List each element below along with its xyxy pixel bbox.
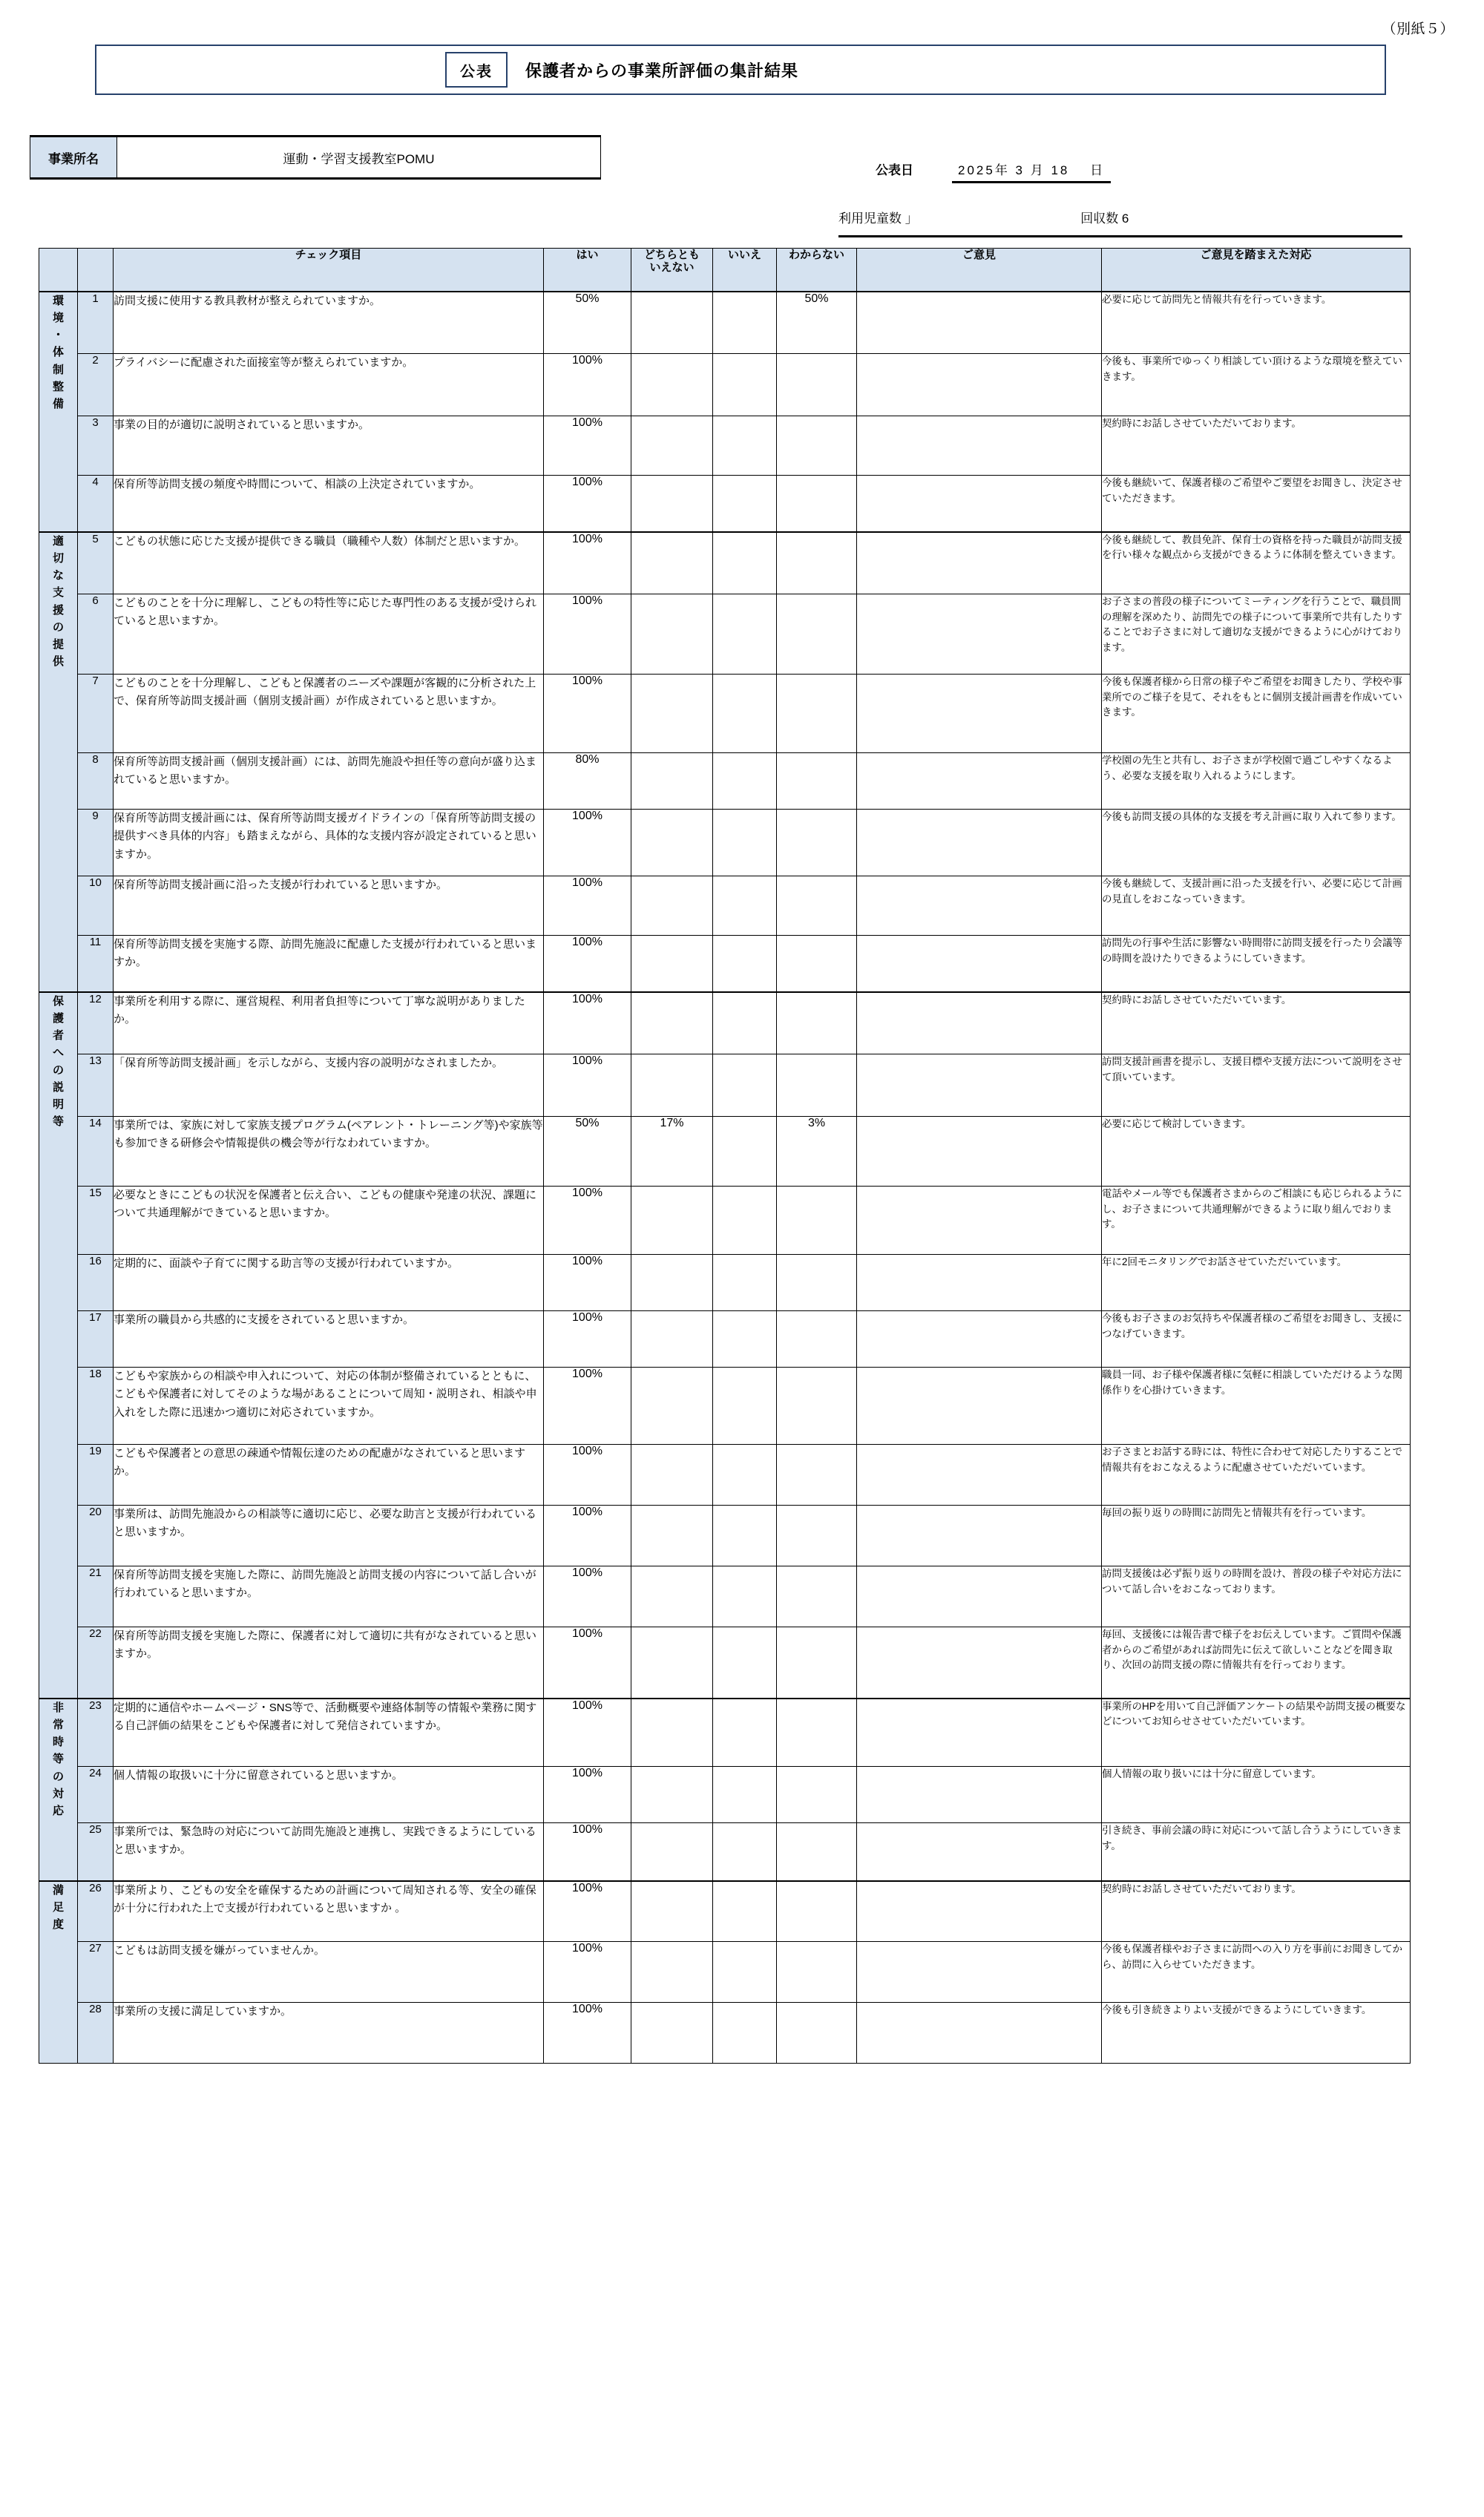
cell-opinion bbox=[857, 1566, 1102, 1627]
cell-no bbox=[713, 876, 777, 936]
table-row bbox=[39, 1117, 1411, 1187]
cell-neither bbox=[631, 936, 713, 992]
cell-unknown bbox=[777, 753, 857, 810]
cell-no bbox=[713, 810, 777, 876]
cell-response: 契約時にお話しさせていただいています。 bbox=[1102, 992, 1411, 1054]
cell-opinion bbox=[857, 416, 1102, 476]
table-row bbox=[39, 1881, 1411, 1942]
cell-neither bbox=[631, 876, 713, 936]
cell-unknown bbox=[777, 992, 857, 1054]
cell-yes: 80% bbox=[544, 753, 631, 810]
check-item-text: 事業所は、訪問先施設からの相談等に適切に応じ、必要な助言と支援が行われていると思いますか。 bbox=[114, 1506, 544, 1566]
cell-unknown bbox=[777, 476, 857, 532]
cell-yes: 100% bbox=[544, 1255, 631, 1311]
check-item-text: こどもは訪問支援を嫌がっていませんか。 bbox=[114, 1942, 544, 2003]
cell-neither bbox=[631, 416, 713, 476]
check-item-text: 事業所では、緊急時の対応について訪問先施設と連携し、実践できるようにしていると思いますか。 bbox=[114, 1823, 544, 1881]
cell-neither bbox=[631, 1445, 713, 1506]
cell-opinion bbox=[857, 936, 1102, 992]
check-item-text: 定期的に、面談や子育てに関する助言等の支援が行われていますか。 bbox=[114, 1255, 544, 1311]
cell-neither bbox=[631, 1566, 713, 1627]
table-row bbox=[39, 675, 1411, 753]
cell-response: 今後も訪問支援の具体的な支援を考え計画に取り入れて参ります。 bbox=[1102, 810, 1411, 876]
cell-no bbox=[713, 1255, 777, 1311]
cell-neither bbox=[631, 594, 713, 675]
cell-unknown bbox=[777, 1699, 857, 1767]
cell-opinion bbox=[857, 476, 1102, 532]
publication-date bbox=[876, 160, 1111, 183]
table-row bbox=[39, 810, 1411, 876]
row-number: 15 bbox=[78, 1187, 114, 1255]
title-banner bbox=[95, 45, 1386, 95]
row-number: 22 bbox=[78, 1627, 114, 1699]
cell-opinion bbox=[857, 1627, 1102, 1699]
cell-response: 引き続き、事前会議の時に対応について話し合うようにしていきます。 bbox=[1102, 1823, 1411, 1881]
cell-neither bbox=[631, 1368, 713, 1445]
col-no-answer: いいえ bbox=[713, 249, 777, 292]
table-row bbox=[39, 292, 1411, 354]
cell-neither bbox=[631, 753, 713, 810]
cell-yes: 100% bbox=[544, 1368, 631, 1445]
cell-unknown bbox=[777, 1368, 857, 1445]
check-item-text: こどもの状態に応じた支援が提供できる職員（職種や人数）体制だと思いますか。 bbox=[114, 532, 544, 594]
cell-response: 毎回の振り返りの時間に訪問先と情報共有を行っています。 bbox=[1102, 1506, 1411, 1566]
table-row bbox=[39, 2003, 1411, 2064]
row-number: 26 bbox=[78, 1881, 114, 1942]
office-name-label: 事業所名 bbox=[30, 137, 117, 177]
col-opinion: ご意見 bbox=[857, 249, 1102, 292]
cell-opinion bbox=[857, 292, 1102, 354]
row-number: 14 bbox=[78, 1117, 114, 1187]
cell-neither bbox=[631, 354, 713, 416]
cell-unknown bbox=[777, 675, 857, 753]
cell-unknown bbox=[777, 1506, 857, 1566]
survey-results-table bbox=[39, 248, 1411, 2064]
collected-count-label: 回収数 6 bbox=[1080, 211, 1129, 226]
cell-yes: 100% bbox=[544, 1566, 631, 1627]
cell-response: 今後も引き続きよりよい支援ができるようにしていきます。 bbox=[1102, 2003, 1411, 2064]
cell-opinion bbox=[857, 1368, 1102, 1445]
cell-response: 必要に応じて検討していきます。 bbox=[1102, 1117, 1411, 1187]
cell-unknown bbox=[777, 1627, 857, 1699]
check-item-text: 訪問支援に使用する教具教材が整えられていますか。 bbox=[114, 292, 544, 354]
cell-response: 訪問支援計画書を提示し、支援目標や支援方法について説明をさせて頂いています。 bbox=[1102, 1054, 1411, 1117]
check-item-text: 事業の目的が適切に説明されていると思いますか。 bbox=[114, 416, 544, 476]
cell-yes: 100% bbox=[544, 1699, 631, 1767]
cell-opinion bbox=[857, 992, 1102, 1054]
cell-unknown: 3% bbox=[777, 1117, 857, 1187]
col-item: チェック項目 bbox=[114, 249, 544, 292]
table-row bbox=[39, 753, 1411, 810]
cell-response: 今後も継続して、支援計画に沿った支援を行い、必要に応じて計画の見直しをおこなっていきます。 bbox=[1102, 876, 1411, 936]
cell-no bbox=[713, 1506, 777, 1566]
cell-response: 事業所のHPを用いて自己評価アンケートの結果や訪問支援の概要などについてお知らせさせていただいています。 bbox=[1102, 1699, 1411, 1767]
cell-neither bbox=[631, 1187, 713, 1255]
cell-response: 学校園の先生と共有し、お子さまが学校園で過ごしやすくなるよう、必要な支援を取り入れるようにします。 bbox=[1102, 753, 1411, 810]
cell-yes: 100% bbox=[544, 354, 631, 416]
cell-yes: 100% bbox=[544, 936, 631, 992]
cell-neither bbox=[631, 292, 713, 354]
table-row bbox=[39, 936, 1411, 992]
table-row bbox=[39, 532, 1411, 594]
cell-unknown bbox=[777, 1445, 857, 1506]
cell-unknown bbox=[777, 876, 857, 936]
cell-yes: 100% bbox=[544, 1627, 631, 1699]
row-number: 20 bbox=[78, 1506, 114, 1566]
cell-neither bbox=[631, 1881, 713, 1942]
cell-unknown bbox=[777, 532, 857, 594]
cell-opinion bbox=[857, 1823, 1102, 1881]
cell-yes: 100% bbox=[544, 1942, 631, 2003]
check-item-text: 事業所では、家族に対して家族支援プログラム(ペアレント・トレーニング等)や家族等も参加できる研修会や情報提供の機会等が行なわれていますか。 bbox=[114, 1117, 544, 1187]
row-number: 4 bbox=[78, 476, 114, 532]
cell-response: 訪問支援後は必ず振り返りの時間を設け、普段の様子や対応方法について話し合いをおこなっております。 bbox=[1102, 1566, 1411, 1627]
cell-yes: 100% bbox=[544, 1445, 631, 1506]
table-row bbox=[39, 1506, 1411, 1566]
cell-no bbox=[713, 1942, 777, 2003]
section-label: 非 常 時 等 の 対 応 bbox=[39, 1699, 78, 1881]
cell-no bbox=[713, 1823, 777, 1881]
counts-underline bbox=[838, 232, 1402, 237]
cell-no bbox=[713, 753, 777, 810]
cell-response: 今後も保護者様やお子さまに訪問への入り方を事前にお聞きしてから、訪問に入らせていただきます。 bbox=[1102, 1942, 1411, 2003]
page-title: 保護者からの事業所評価の集計結果 bbox=[525, 61, 799, 80]
cell-yes: 100% bbox=[544, 1823, 631, 1881]
publication-date-value: 2025年 3 月 18 日 bbox=[952, 160, 1111, 183]
child-count-label: 利用児童数 」 bbox=[838, 211, 918, 226]
check-item-text: 保育所等訪問支援を実施した際に、保護者に対して適切に共有がなされていると思いますか。 bbox=[114, 1627, 544, 1699]
cell-opinion bbox=[857, 1942, 1102, 2003]
publication-stamp: 公表 bbox=[445, 52, 508, 88]
row-number: 7 bbox=[78, 675, 114, 753]
check-item-text: 必要なときにこどもの状況を保護者と伝え合い、こどもの健康や発達の状況、課題について共通理解ができていると思いますか。 bbox=[114, 1187, 544, 1255]
cell-no bbox=[713, 2003, 777, 2064]
section-label: 満 足 度 bbox=[39, 1881, 78, 2064]
cell-response: 今後も保護者様から日常の様子やご希望をお聞きしたり、学校や事業所でのご様子を見て、それをもとに個別支援計画書を作成いていきます。 bbox=[1102, 675, 1411, 753]
check-item-text: 事業所の職員から共感的に支援をされていると思いますか。 bbox=[114, 1311, 544, 1368]
cell-response: お子さまとお話する時には、特性に合わせて対応したりすることで情報共有をおこなえるように配慮させていただいています。 bbox=[1102, 1445, 1411, 1506]
cell-response: 契約時にお話しさせていただいております。 bbox=[1102, 1881, 1411, 1942]
table-row bbox=[39, 1767, 1411, 1823]
cell-opinion bbox=[857, 1187, 1102, 1255]
table-row bbox=[39, 1823, 1411, 1881]
cell-neither bbox=[631, 1627, 713, 1699]
check-item-text: 保育所等訪問支援の頻度や時間について、相談の上決定されていますか。 bbox=[114, 476, 544, 532]
row-number: 25 bbox=[78, 1823, 114, 1881]
row-number: 2 bbox=[78, 354, 114, 416]
table-row bbox=[39, 1942, 1411, 2003]
office-name-row bbox=[30, 135, 601, 180]
cell-unknown bbox=[777, 594, 857, 675]
check-item-text: 事業所の支援に満足していますか。 bbox=[114, 2003, 544, 2064]
publication-date-label: 公表日 bbox=[876, 163, 913, 177]
check-item-text: 保育所等訪問支援計画に沿った支援が行われていると思いますか。 bbox=[114, 876, 544, 936]
cell-neither bbox=[631, 1506, 713, 1566]
cell-yes: 50% bbox=[544, 1117, 631, 1187]
cell-yes: 100% bbox=[544, 416, 631, 476]
cell-response: 訪問先の行事や生活に影響ない時間帯に訪問支援を行ったり会議等の時間を設けたりできるようにしていきます。 bbox=[1102, 936, 1411, 992]
check-item-text: こどもや家族からの相談や申入れについて、対応の体制が整備されているとともに、こどもや保護者に対してそのような場があることについて周知・説明され、相談や申入れをした際に迅速かつ適切に対応されていますか。 bbox=[114, 1368, 544, 1445]
counts-row bbox=[838, 208, 1402, 241]
row-number: 8 bbox=[78, 753, 114, 810]
cell-no bbox=[713, 292, 777, 354]
row-number: 10 bbox=[78, 876, 114, 936]
cell-yes: 100% bbox=[544, 532, 631, 594]
row-number: 21 bbox=[78, 1566, 114, 1627]
col-unknown: わからない bbox=[777, 249, 857, 292]
cell-unknown bbox=[777, 1942, 857, 2003]
cell-yes: 100% bbox=[544, 1881, 631, 1942]
row-number: 17 bbox=[78, 1311, 114, 1368]
cell-neither bbox=[631, 1255, 713, 1311]
cell-neither bbox=[631, 1699, 713, 1767]
cell-opinion bbox=[857, 1767, 1102, 1823]
row-number: 9 bbox=[78, 810, 114, 876]
cell-opinion bbox=[857, 2003, 1102, 2064]
cell-yes: 100% bbox=[544, 876, 631, 936]
check-item-text: 保育所等訪問支援を実施した際に、訪問先施設と訪問支援の内容について話し合いが行われていると思いますか。 bbox=[114, 1566, 544, 1627]
table-row bbox=[39, 1627, 1411, 1699]
cell-opinion bbox=[857, 1506, 1102, 1566]
check-item-text: 保育所等訪問支援計画には、保育所等訪問支援ガイドラインの「保育所等訪問支援の提供すべき具体的内容」も踏まえながら、具体的な支援内容が設定されていると思いますか。 bbox=[114, 810, 544, 876]
row-number: 16 bbox=[78, 1255, 114, 1311]
table-row bbox=[39, 416, 1411, 476]
cell-opinion bbox=[857, 1311, 1102, 1368]
row-number: 19 bbox=[78, 1445, 114, 1506]
cell-no bbox=[713, 992, 777, 1054]
col-section bbox=[39, 249, 78, 292]
cell-opinion bbox=[857, 1054, 1102, 1117]
cell-yes: 100% bbox=[544, 1054, 631, 1117]
check-item-text: 保育所等訪問支援を実施する際、訪問先施設に配慮した支援が行われていると思いますか。 bbox=[114, 936, 544, 992]
section-label: 環 境 ・ 体 制 整 備 bbox=[39, 292, 78, 532]
cell-yes: 100% bbox=[544, 810, 631, 876]
cell-response: 契約時にお話しさせていただいております。 bbox=[1102, 416, 1411, 476]
cell-opinion bbox=[857, 810, 1102, 876]
row-number: 1 bbox=[78, 292, 114, 354]
table-row bbox=[39, 1255, 1411, 1311]
cell-unknown bbox=[777, 1187, 857, 1255]
table-header-row bbox=[39, 249, 1411, 292]
cell-neither bbox=[631, 1311, 713, 1368]
table-row bbox=[39, 1699, 1411, 1767]
row-number: 6 bbox=[78, 594, 114, 675]
check-item-text: 「保育所等訪問支援計画」を示しながら、支援内容の説明がなされましたか。 bbox=[114, 1054, 544, 1117]
cell-response: 職員一同、お子様や保護者様に気軽に相談していただけるような関係作りを心掛けていきます。 bbox=[1102, 1368, 1411, 1445]
table-row bbox=[39, 1445, 1411, 1506]
check-item-text: 定期的に通信やホームページ・SNS等で、活動概要や連絡体制等の情報や業務に関する自己評価の結果をこどもや保護者に対して発信されていますか。 bbox=[114, 1699, 544, 1767]
cell-yes: 100% bbox=[544, 1767, 631, 1823]
cell-no bbox=[713, 1881, 777, 1942]
cell-neither bbox=[631, 1823, 713, 1881]
cell-no bbox=[713, 1368, 777, 1445]
cell-neither bbox=[631, 992, 713, 1054]
cell-neither bbox=[631, 1942, 713, 2003]
row-number: 13 bbox=[78, 1054, 114, 1117]
cell-response: 今後も、事業所でゆっくり相談してい頂けるような環境を整えていきます。 bbox=[1102, 354, 1411, 416]
table-row bbox=[39, 1368, 1411, 1445]
table-row bbox=[39, 1566, 1411, 1627]
cell-response: 今後も継続して、教員免許、保育士の資格を持った職員が訪問支援を行い様々な観点から支援ができるように体制を整えていきます。 bbox=[1102, 532, 1411, 594]
cell-opinion bbox=[857, 675, 1102, 753]
cell-no bbox=[713, 936, 777, 992]
row-number: 5 bbox=[78, 532, 114, 594]
cell-no bbox=[713, 354, 777, 416]
cell-no bbox=[713, 594, 777, 675]
cell-response: 毎回、支援後には報告書で様子をお伝えしています。ご質問や保護者からのご希望があれば訪問先に伝えて欲しいことなどを聞き取り、次回の訪問支援の際に情報共有を行っております。 bbox=[1102, 1627, 1411, 1699]
check-item-text: 事業所を利用する際に、運営規程、利用者負担等について丁寧な説明がありましたか。 bbox=[114, 992, 544, 1054]
attachment-note: （別紙５） bbox=[1382, 22, 1454, 37]
table-row bbox=[39, 476, 1411, 532]
cell-unknown bbox=[777, 416, 857, 476]
cell-neither bbox=[631, 1054, 713, 1117]
cell-no bbox=[713, 1054, 777, 1117]
cell-yes: 100% bbox=[544, 476, 631, 532]
cell-yes: 100% bbox=[544, 1506, 631, 1566]
table-row bbox=[39, 1187, 1411, 1255]
cell-response: 年に2回モニタリングでお話させていただいています。 bbox=[1102, 1255, 1411, 1311]
cell-response: 電話やメール等でも保護者さまからのご相談にも応じられるようにし、お子さまについて共通理解ができるように取り組んでおります。 bbox=[1102, 1187, 1411, 1255]
cell-no bbox=[713, 1699, 777, 1767]
cell-neither: 17% bbox=[631, 1117, 713, 1187]
row-number: 24 bbox=[78, 1767, 114, 1823]
check-item-text: 保育所等訪問支援計画（個別支援計画）には、訪問先施設や担任等の意向が盛り込まれていると思いますか。 bbox=[114, 753, 544, 810]
cell-response: 必要に応じて訪問先と情報共有を行っていきます。 bbox=[1102, 292, 1411, 354]
cell-yes: 100% bbox=[544, 1311, 631, 1368]
cell-yes: 100% bbox=[544, 992, 631, 1054]
cell-response: 今後も継続いて、保護者様のご希望やご要望をお聞きし、決定させていただきます。 bbox=[1102, 476, 1411, 532]
table-body bbox=[39, 292, 1411, 2064]
cell-no bbox=[713, 1187, 777, 1255]
cell-opinion bbox=[857, 1699, 1102, 1767]
table-row bbox=[39, 354, 1411, 416]
cell-no bbox=[713, 532, 777, 594]
cell-unknown bbox=[777, 1054, 857, 1117]
col-no bbox=[78, 249, 114, 292]
cell-response: 個人情報の取り扱いには十分に留意しています。 bbox=[1102, 1767, 1411, 1823]
cell-unknown bbox=[777, 1311, 857, 1368]
cell-yes: 100% bbox=[544, 2003, 631, 2064]
row-number: 11 bbox=[78, 936, 114, 992]
cell-unknown bbox=[777, 1767, 857, 1823]
check-item-text: こどものことを十分に理解し、こどもの特性等に応じた専門性のある支援が受けられていると思いますか。 bbox=[114, 594, 544, 675]
row-number: 23 bbox=[78, 1699, 114, 1767]
col-response: ご意見を踏まえた対応 bbox=[1102, 249, 1411, 292]
cell-unknown bbox=[777, 810, 857, 876]
cell-opinion bbox=[857, 1881, 1102, 1942]
cell-no bbox=[713, 476, 777, 532]
cell-response: お子さまの普段の様子についてミーティングを行うことで、職員間の理解を深めたり、訪問先での様子について事業所で共有したりすることでお子さまに対して適切な支援ができるように心がけております。 bbox=[1102, 594, 1411, 675]
row-number: 3 bbox=[78, 416, 114, 476]
table-row bbox=[39, 594, 1411, 675]
row-number: 27 bbox=[78, 1942, 114, 2003]
cell-opinion bbox=[857, 753, 1102, 810]
cell-no bbox=[713, 675, 777, 753]
cell-unknown bbox=[777, 1881, 857, 1942]
cell-no bbox=[713, 416, 777, 476]
cell-no bbox=[713, 1117, 777, 1187]
cell-opinion bbox=[857, 354, 1102, 416]
cell-unknown bbox=[777, 1255, 857, 1311]
cell-unknown bbox=[777, 2003, 857, 2064]
cell-neither bbox=[631, 1767, 713, 1823]
cell-yes: 100% bbox=[544, 675, 631, 753]
cell-opinion bbox=[857, 532, 1102, 594]
table-row bbox=[39, 1311, 1411, 1368]
section-label: 適 切 な 支 援 の 提 供 bbox=[39, 532, 78, 992]
cell-opinion bbox=[857, 1445, 1102, 1506]
row-number: 12 bbox=[78, 992, 114, 1054]
cell-no bbox=[713, 1311, 777, 1368]
cell-neither bbox=[631, 476, 713, 532]
cell-yes: 50% bbox=[544, 292, 631, 354]
check-item-text: 事業所より、こどもの安全を確保するための計画について周知される等、安全の確保が十分に行われた上で支援が行われていると思いますか 。 bbox=[114, 1881, 544, 1942]
check-item-text: プライバシーに配慮された面接室等が整えられていますか。 bbox=[114, 354, 544, 416]
cell-no bbox=[713, 1627, 777, 1699]
cell-neither bbox=[631, 532, 713, 594]
cell-opinion bbox=[857, 594, 1102, 675]
cell-no bbox=[713, 1767, 777, 1823]
table-row bbox=[39, 1054, 1411, 1117]
cell-no bbox=[713, 1445, 777, 1506]
cell-no bbox=[713, 1566, 777, 1627]
check-item-text: 個人情報の取扱いに十分に留意されていると思いますか。 bbox=[114, 1767, 544, 1823]
check-item-text: こどものことを十分理解し、こどもと保護者のニーズや課題が客観的に分析された上で、保育所等訪問支援計画（個別支援計画）が作成されていると思いますか。 bbox=[114, 675, 544, 753]
table-row bbox=[39, 992, 1411, 1054]
cell-unknown bbox=[777, 936, 857, 992]
cell-neither bbox=[631, 2003, 713, 2064]
section-label: 保 護 者 へ の 説 明 等 bbox=[39, 992, 78, 1699]
cell-yes: 100% bbox=[544, 594, 631, 675]
cell-unknown: 50% bbox=[777, 292, 857, 354]
cell-opinion bbox=[857, 1117, 1102, 1187]
cell-opinion bbox=[857, 1255, 1102, 1311]
cell-neither bbox=[631, 810, 713, 876]
cell-unknown bbox=[777, 1823, 857, 1881]
col-yes: はい bbox=[544, 249, 631, 292]
cell-unknown bbox=[777, 354, 857, 416]
cell-response: 今後もお子さまのお気持ちや保護者様のご希望をお聞きし、支援につなげていきます。 bbox=[1102, 1311, 1411, 1368]
cell-yes: 100% bbox=[544, 1187, 631, 1255]
col-neither: どちらとも いえない bbox=[631, 249, 713, 292]
row-number: 18 bbox=[78, 1368, 114, 1445]
table-row bbox=[39, 876, 1411, 936]
cell-unknown bbox=[777, 1566, 857, 1627]
cell-opinion bbox=[857, 876, 1102, 936]
check-item-text: こどもや保護者との意思の疎通や情報伝達のための配慮がなされていると思いますか。 bbox=[114, 1445, 544, 1506]
row-number: 28 bbox=[78, 2003, 114, 2064]
cell-neither bbox=[631, 675, 713, 753]
office-name-value: 運動・学習支援教室POMU bbox=[117, 137, 601, 177]
